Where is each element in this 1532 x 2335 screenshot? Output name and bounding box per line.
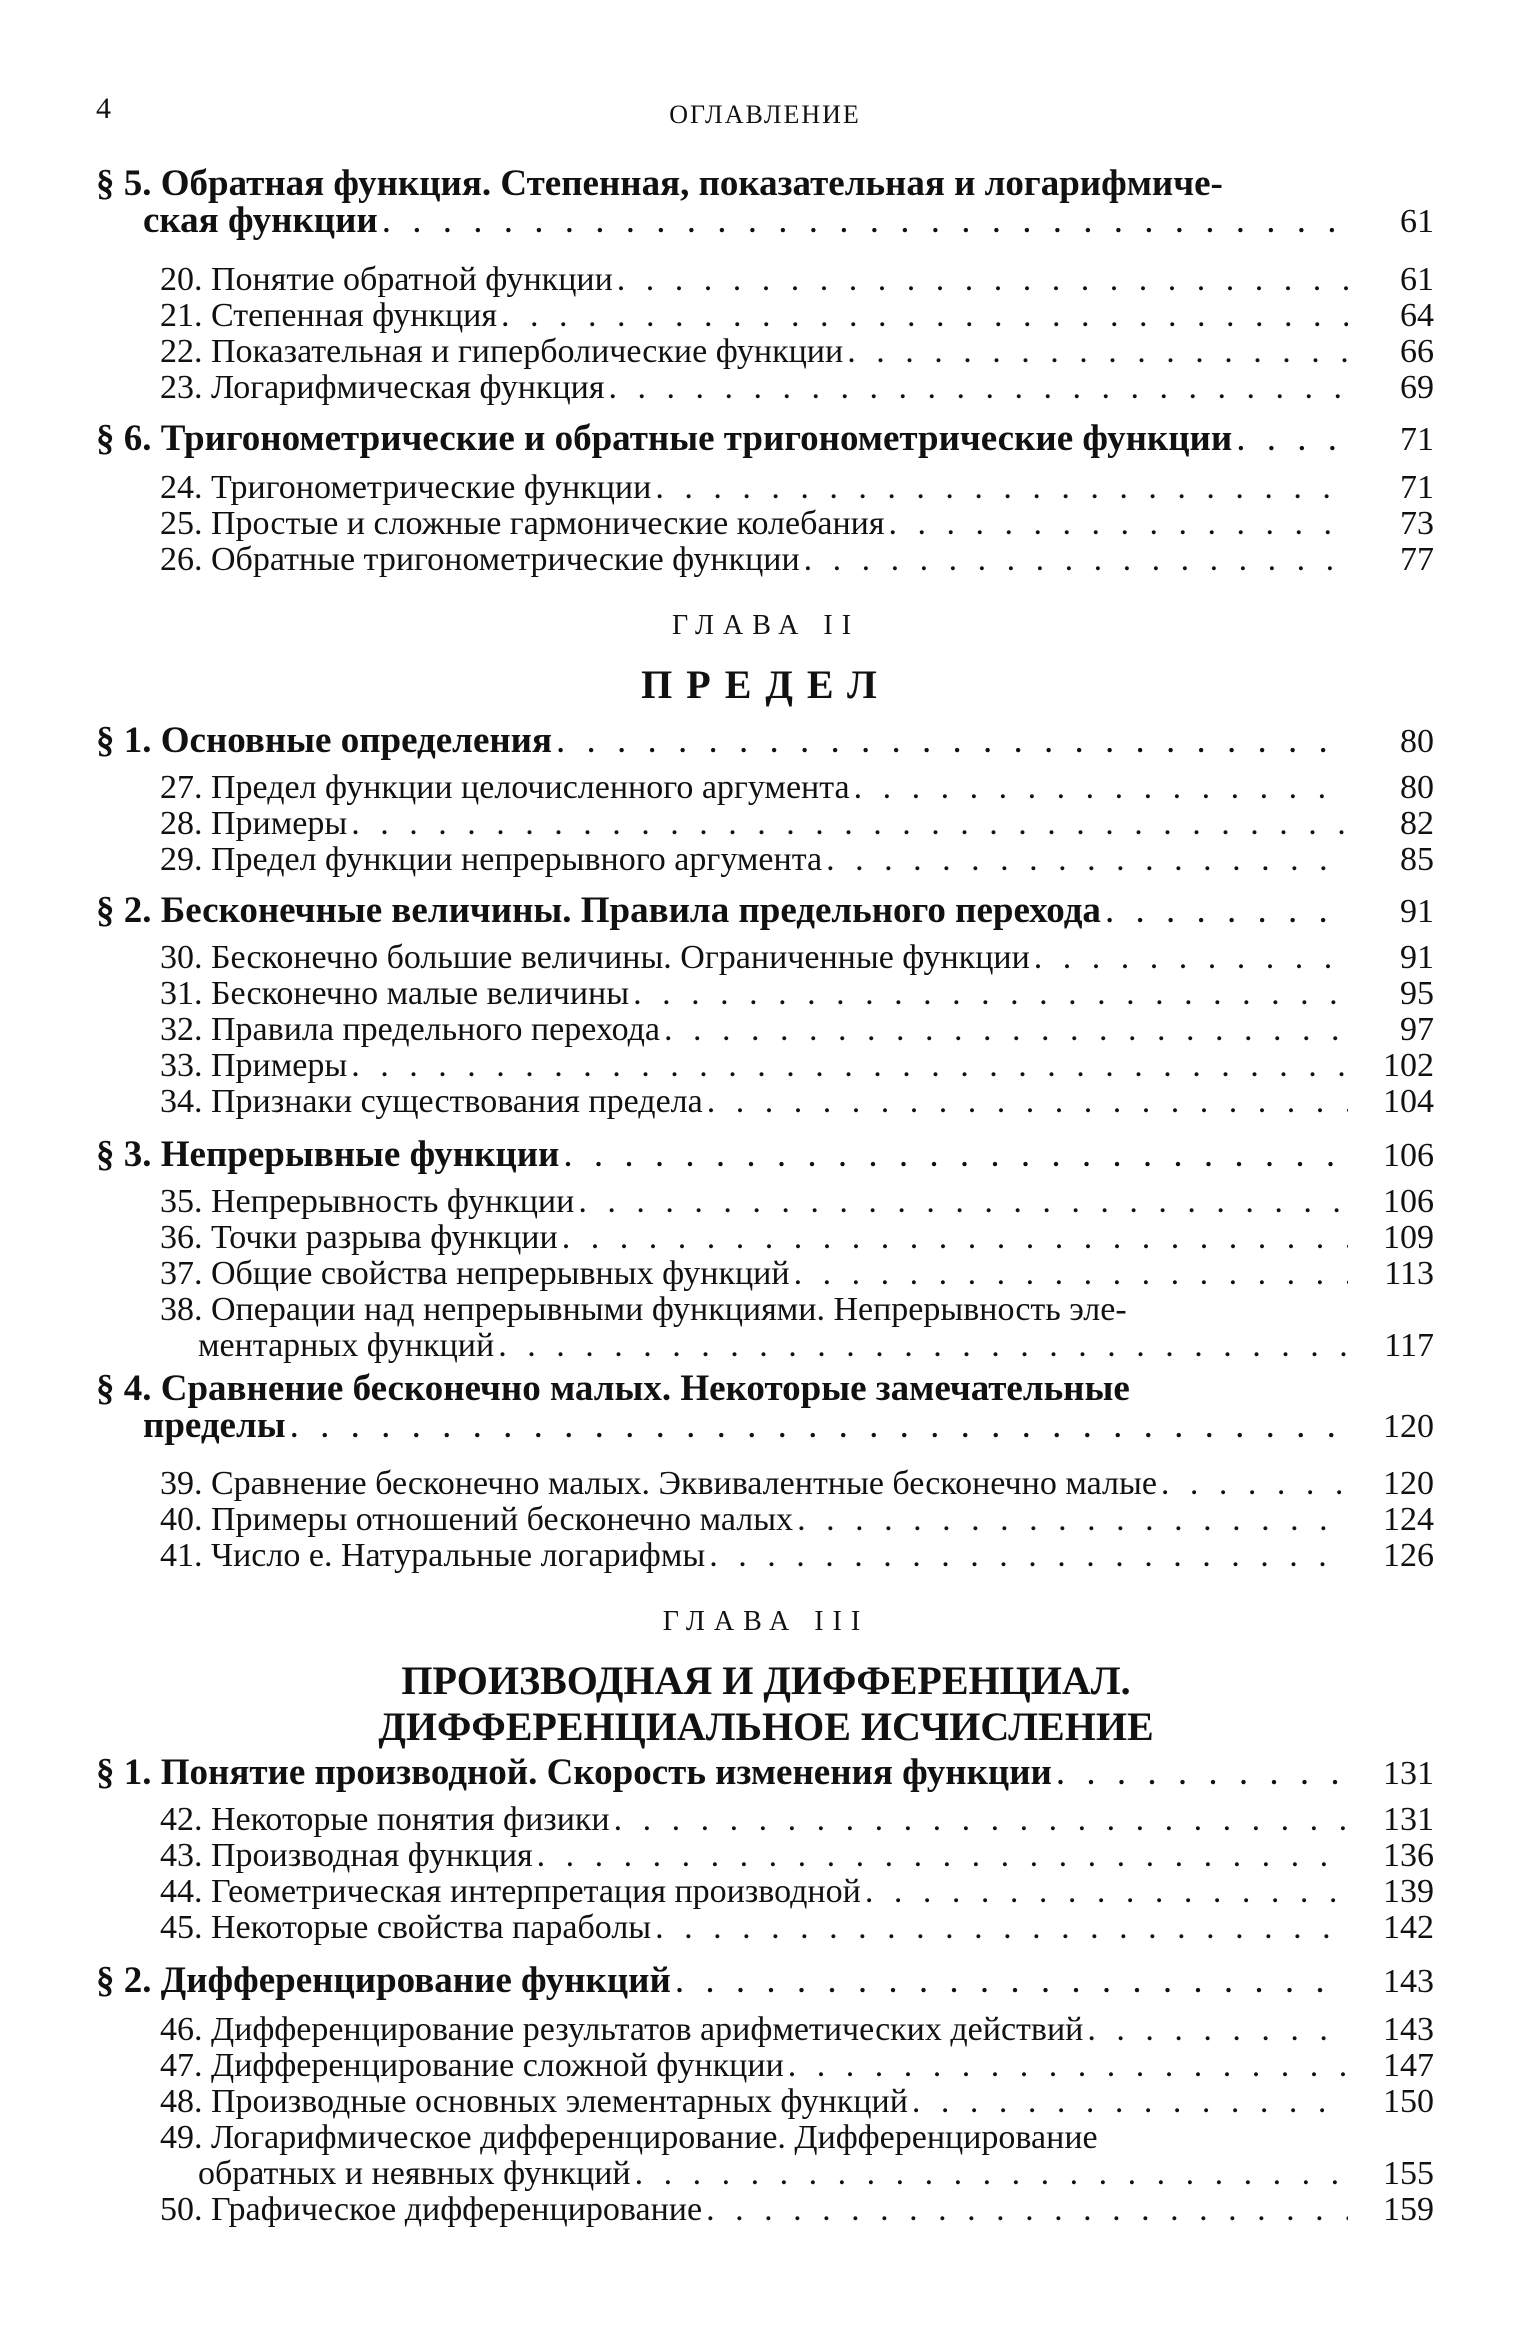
page-number: 4 [96,92,111,125]
toc-entry[interactable] [160,1538,1434,1574]
toc-section[interactable] [96,1136,1434,1174]
toc-entry[interactable] [160,2120,1434,2192]
toc-section[interactable] [96,892,1434,930]
dot-leader [912,2084,1348,2120]
dot-leader [608,370,1348,406]
entry-title: 39. Сравнение бесконечно малых. Эквивалентные бесконечно малые [160,1465,1157,1502]
entry-title: 35. Непрерывность функции [160,1183,575,1220]
entry-page-number: 150 [1383,2083,1434,2120]
toc-entry[interactable] [160,470,1434,506]
entry-page-number: 64 [1400,297,1434,334]
toc-entry[interactable] [160,262,1434,298]
toc-entry[interactable] [160,1084,1434,1120]
entry-title: 22. Показательная и гиперболические функции [160,333,844,370]
toc-entry[interactable] [160,298,1434,334]
toc-section[interactable] [96,1370,1434,1445]
entry-page-number: 143 [1383,2011,1434,2048]
entry-title: 46. Дифференцирование результатов арифметических действий [160,2011,1084,2048]
page-header [96,92,1434,132]
entry-title: 41. Число e. Натуральные логарифмы [160,1537,706,1574]
dot-leader [847,334,1348,370]
dot-leader [804,542,1348,578]
toc-entry[interactable] [160,2192,1434,2228]
chapter-title-line-2: ДИФФЕРЕНЦИАЛЬНОЕ ИСЧИСЛЕНИЕ [378,1704,1154,1749]
dot-leader [1236,420,1348,457]
toc-entry[interactable] [160,334,1434,370]
toc-entry[interactable] [160,542,1434,578]
toc-section[interactable] [96,1962,1434,2000]
entry-title: обратных и неявных функций [198,2155,631,2192]
dot-leader [351,1048,1348,1084]
toc-entry[interactable] [160,940,1434,976]
section-title: пределы [143,1405,286,1446]
entry-page-number: 106 [1383,1183,1434,1220]
entry-title-line-1: 49. Логарифмическое дифференцирование. Дифференцирование [160,2119,1098,2156]
toc-entry[interactable] [160,2012,1434,2048]
chapter-label: ГЛАВА II [671,610,861,641]
toc-entry[interactable] [160,2084,1434,2120]
toc-entry[interactable] [160,1466,1434,1502]
entry-page-number: 95 [1400,975,1434,1012]
section-title-line-1: § 5. Обратная функция. Степенная, показательная и логарифмиче- [96,163,1223,204]
dot-leader [865,1874,1348,1910]
toc-entry[interactable] [160,1256,1434,1292]
dot-leader [498,1328,1348,1364]
entry-title: 43. Производная функция [160,1837,533,1874]
entry-page-number: 131 [1383,1801,1434,1838]
section-title: § 1. Основные определения [96,720,553,761]
dot-leader [563,1136,1348,1173]
entry-title: 23. Логарифмическая функция [160,369,605,406]
dot-leader [382,202,1348,239]
entry-title: 27. Предел функции целочисленного аргумента [160,769,850,806]
dot-leader [290,1407,1348,1444]
dot-leader [889,506,1349,542]
toc-entry[interactable] [160,1292,1434,1364]
entry-page-number: 124 [1383,1501,1434,1538]
section-page-number: 131 [1383,1755,1434,1792]
entry-page-number: 104 [1383,1083,1434,1120]
section-page-number: 91 [1400,893,1434,930]
dot-leader [826,842,1348,878]
section-page-number: 80 [1400,723,1434,760]
entry-page-number: 155 [1383,2155,1434,2192]
dot-leader [1161,1466,1348,1502]
dot-leader [617,262,1348,298]
entry-page-number: 97 [1400,1011,1434,1048]
section-title: § 2. Бесконечные величины. Правила предельного перехода [96,890,1101,931]
dot-leader [562,1220,1348,1256]
toc-entry[interactable] [160,1802,1434,1838]
toc-entry[interactable] [160,1012,1434,1048]
entry-title: 29. Предел функции непрерывного аргумента [160,841,823,878]
dot-leader [537,1838,1348,1874]
entry-page-number: 136 [1383,1837,1434,1874]
chapter-title: ПРОИЗВОДНАЯ И ДИФФЕРЕНЦИАЛ. [401,1658,1131,1703]
entry-title: 40. Примеры отношений бесконечно малых [160,1501,794,1538]
entry-page-number: 159 [1383,2191,1434,2228]
entry-page-number: 80 [1400,769,1434,806]
entry-title: 37. Общие свойства непрерывных функций [160,1255,790,1292]
entry-page-number: 71 [1400,469,1434,506]
entry-title: 25. Простые и сложные гармонические колебания [160,505,885,542]
entry-page-number: 142 [1383,1909,1434,1946]
dot-leader [614,1802,1348,1838]
entry-title: 20. Понятие обратной функции [160,261,613,298]
section-page-number: 143 [1383,1963,1434,2000]
toc-section[interactable] [96,722,1434,760]
entry-title: 31. Бесконечно малые величины [160,975,630,1012]
entry-title: 36. Точки разрыва функции [160,1219,558,1256]
entry-title: 28. Примеры [160,805,348,842]
entry-page-number: 73 [1400,505,1434,542]
section-title: § 6. Тригонометрические и обратные тригонометрические функции [96,418,1233,459]
section-title-line-1: § 4. Сравнение бесконечно малых. Некоторые замечательные [96,1368,1130,1409]
toc-entry[interactable] [160,1502,1434,1538]
entry-page-number: 117 [1384,1327,1434,1364]
entry-page-number: 66 [1400,333,1434,370]
entry-page-number: 102 [1383,1047,1434,1084]
dot-leader [794,1256,1348,1292]
toc-section[interactable] [96,420,1434,458]
toc-entry[interactable] [160,370,1434,406]
section-page-number: 120 [1383,1408,1434,1445]
dot-leader [707,1084,1348,1120]
toc-entry[interactable] [160,1910,1434,1946]
dot-leader [635,2156,1348,2192]
dot-leader [1087,2012,1348,2048]
dot-leader [1105,892,1348,929]
dot-leader [1034,940,1348,976]
entry-title: 32. Правила предельного перехода [160,1011,660,1048]
dot-leader [655,1910,1348,1946]
toc-section[interactable] [96,165,1434,240]
toc-entry[interactable] [160,1838,1434,1874]
entry-title: 33. Примеры [160,1047,348,1084]
entry-title-line-1: 38. Операции над непрерывными функциями. Непрерывность эле- [160,1291,1127,1328]
dot-leader [675,1962,1348,1999]
entry-page-number: 120 [1383,1465,1434,1502]
toc-entry[interactable] [160,506,1434,542]
entry-page-number: 69 [1400,369,1434,406]
section-page-number: 61 [1400,203,1434,240]
entry-page-number: 77 [1400,541,1434,578]
entry-title: 44. Геометрическая интерпретация производной [160,1873,861,1910]
dot-leader [633,976,1348,1012]
entry-title: 21. Степенная функция [160,297,498,334]
entry-title: 47. Дифференцирование сложной функции [160,2047,784,2084]
dot-leader [797,1502,1348,1538]
toc-entry[interactable] [160,976,1434,1012]
entry-page-number: 126 [1383,1537,1434,1574]
entry-page-number: 113 [1384,1255,1434,1292]
chapter-label: ГЛАВА III [662,1606,870,1637]
dot-leader [709,1538,1348,1574]
entry-page-number: 85 [1400,841,1434,878]
section-title: § 2. Дифференцирование функций [96,1960,671,2001]
entry-title: 26. Обратные тригонометрические функции [160,541,800,578]
entry-title: 24. Тригонометрические функции [160,469,652,506]
section-title: ская функции [143,200,378,241]
running-title: ОГЛАВЛЕНИЕ [669,100,861,129]
entry-title: 34. Признаки существования предела [160,1083,703,1120]
entry-page-number: 61 [1400,261,1434,298]
dot-leader [556,722,1348,759]
dot-leader [655,470,1348,506]
entry-page-number: 139 [1383,1873,1434,1910]
dot-leader [706,2192,1348,2228]
toc-entry[interactable] [160,2048,1434,2084]
toc-entry[interactable] [160,1048,1434,1084]
dot-leader [664,1012,1348,1048]
dot-leader [578,1184,1348,1220]
dot-leader [1056,1754,1348,1791]
section-title: § 3. Непрерывные функции [96,1134,560,1175]
entry-page-number: 147 [1383,2047,1434,2084]
toc-entry[interactable] [160,1184,1434,1220]
entry-title: 50. Графическое дифференцирование [160,2191,703,2228]
section-title: § 1. Понятие производной. Скорость изменения функции [96,1752,1052,1793]
toc-section[interactable] [96,1754,1434,1792]
entry-title: 45. Некоторые свойства параболы [160,1909,652,1946]
dot-leader [854,770,1348,806]
entry-title: ментарных функций [198,1327,495,1364]
dot-leader [788,2048,1348,2084]
toc-entry[interactable] [160,842,1434,878]
section-page-number: 71 [1400,421,1434,458]
entry-page-number: 109 [1383,1219,1434,1256]
toc-entry[interactable] [160,1874,1434,1910]
entry-title: 30. Бесконечно большие величины. Ограниченные функции [160,939,1030,976]
dot-leader [501,298,1348,334]
entry-page-number: 91 [1400,939,1434,976]
toc-entry[interactable] [160,806,1434,842]
dot-leader [351,806,1348,842]
toc-entry[interactable] [160,1220,1434,1256]
entry-page-number: 82 [1400,805,1434,842]
section-page-number: 106 [1383,1137,1434,1174]
entry-title: 48. Производные основных элементарных функций [160,2083,908,2120]
entry-title: 42. Некоторые понятия физики [160,1801,610,1838]
chapter-title: ПРЕДЕЛ [641,662,891,707]
toc-entry[interactable] [160,770,1434,806]
